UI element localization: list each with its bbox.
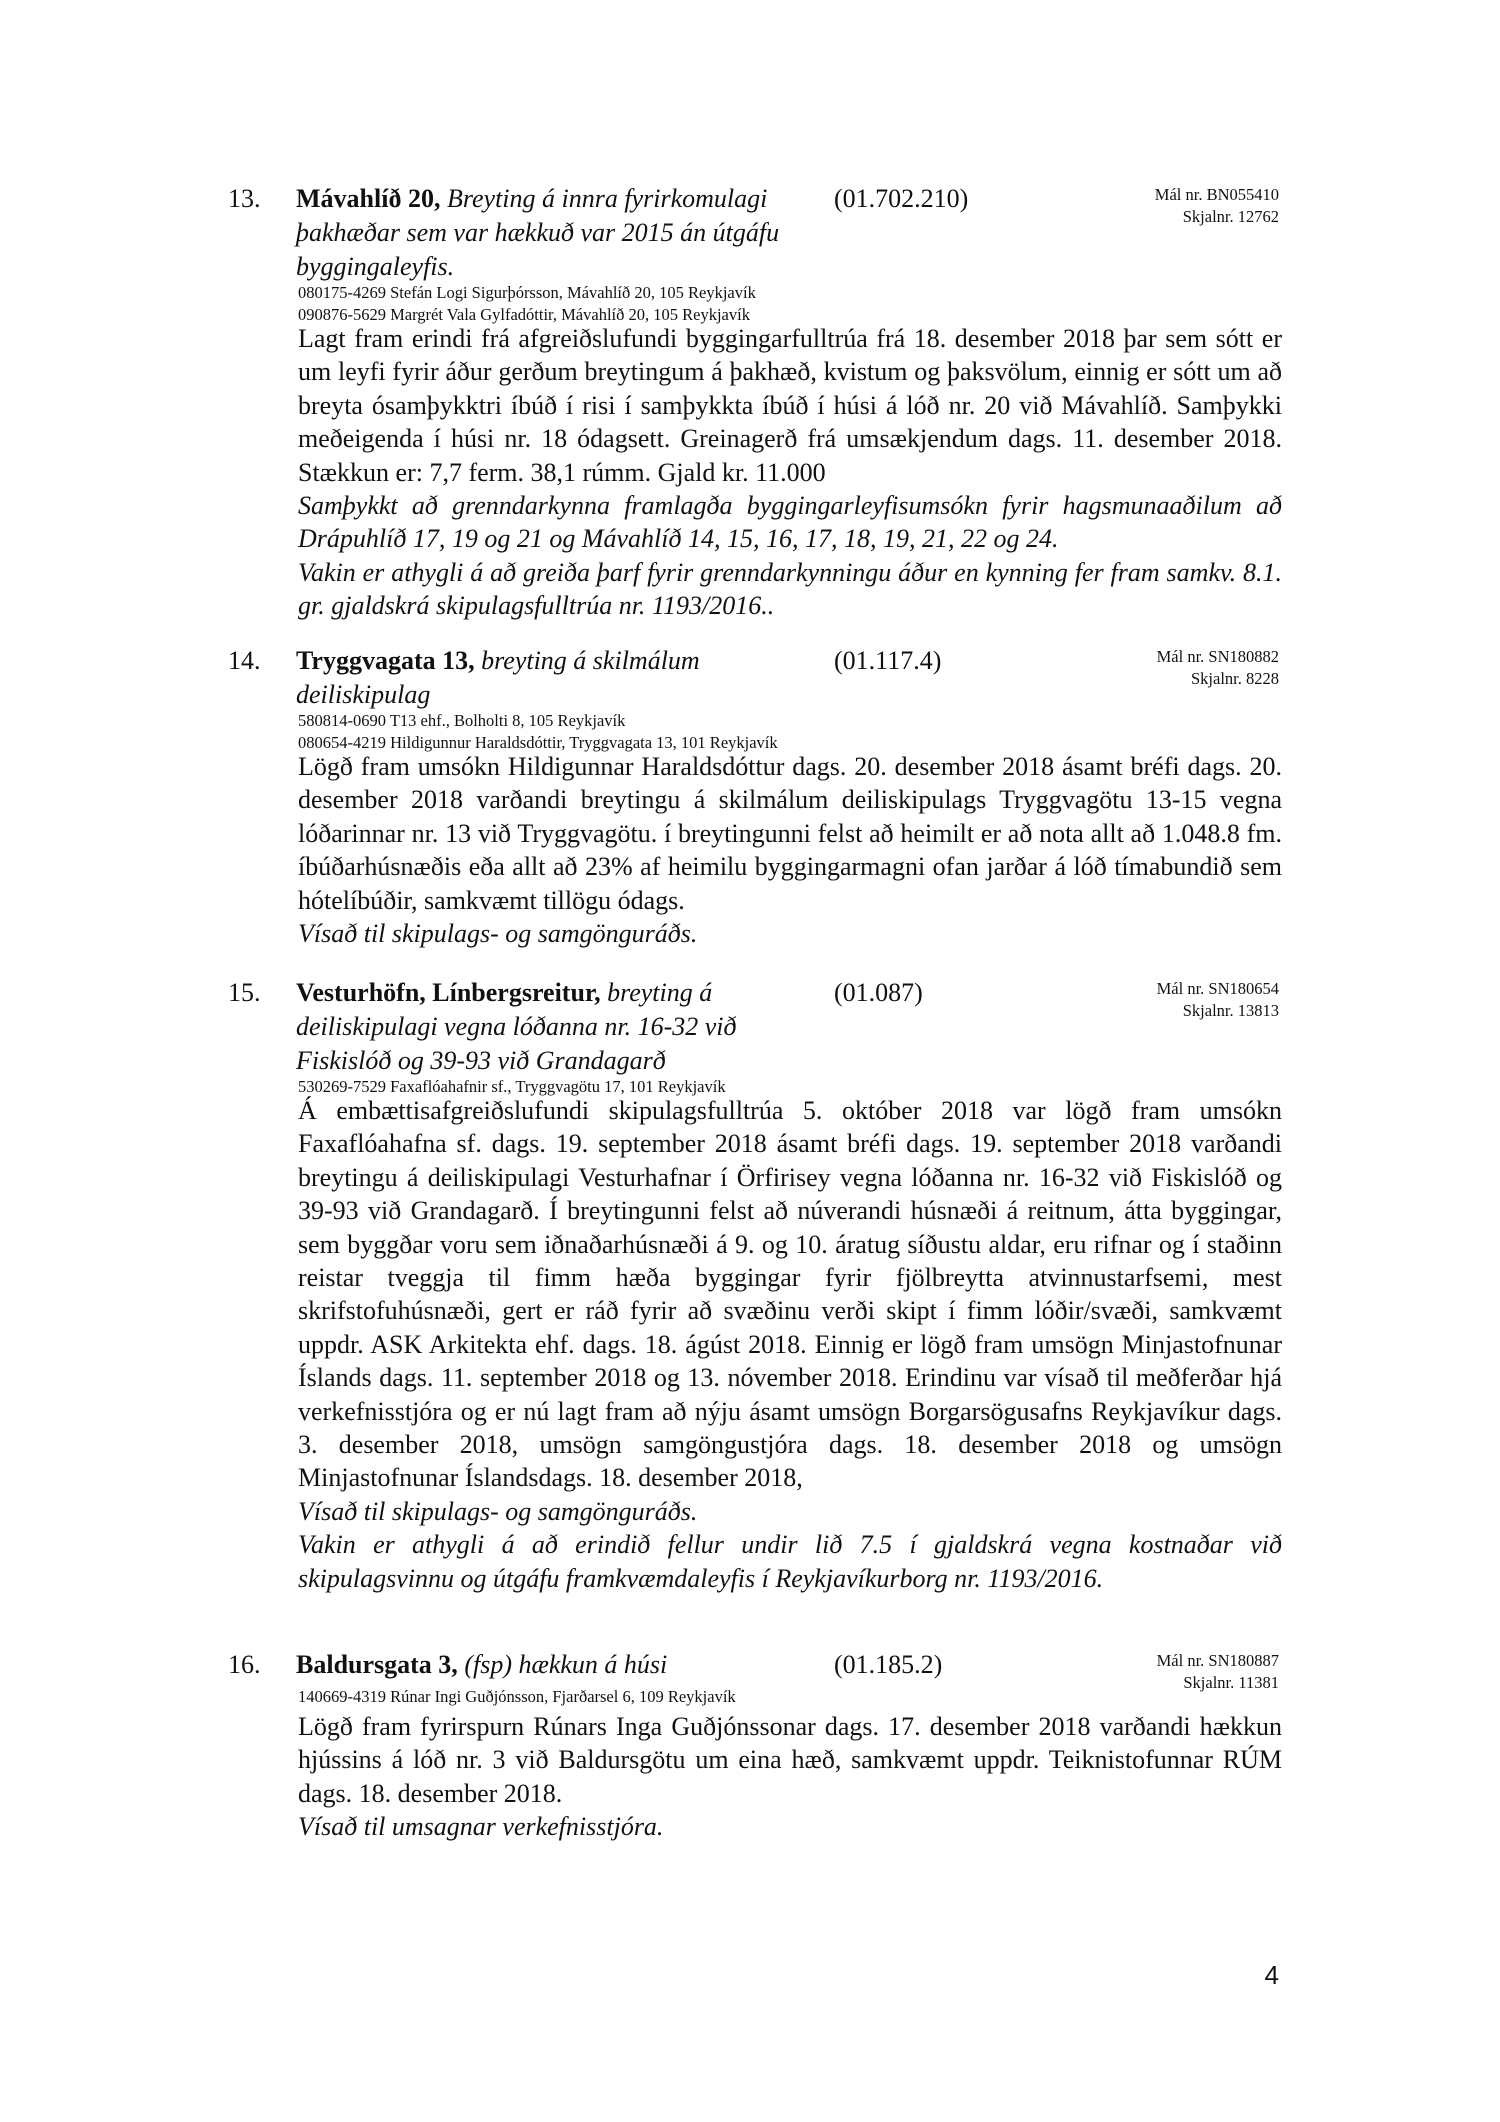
item-name: Baldursgata 3, — [296, 1650, 458, 1679]
case-number: Mál nr. BN055410 — [1154, 185, 1279, 204]
item-decision: Vísað til skipulags- og samgönguráðs. — [298, 919, 698, 949]
applicants — [298, 1686, 998, 1708]
item-number: 13. — [228, 184, 261, 213]
item-text: Lögð fram fyrirspurn Rúnars Inga Guðjónssonar dags. 17. desember 2018 varðandi hækkun hjússins á lóð nr. 3 við Baldursgötu um eina hæð, samkvæmt uppdr. Teiknistofunnar RÚM dags. 18. desember 2018. — [298, 1712, 1282, 1808]
item-code: (01.185.2) — [834, 1650, 943, 1679]
applicant: 080654-4219 Hildigunnur Haraldsdóttir, Tryggvagata 13, 101 Reykjavík — [298, 733, 778, 752]
item-code: (01.087) — [834, 978, 923, 1007]
case-number: Mál nr. SN180654 — [1156, 979, 1279, 998]
item-text: Lögð fram umsókn Hildigunnar Haraldsdóttur dags. 20. desember 2018 ásamt bréfi dags. 20. desember 2018 varðandi breytingu á skilmálum deiliskipulags Tryggvagötu 13-15 vegna lóðarinnar nr. 13 við Tryggvagötu. í breytingunni felst að heimilt er að nota allt að 1.048.8 fm. íbúðarhúsnæðis eða allt að 23% af heimilu byggingarmagni ofan jarðar á lóð tímabundið sem hótelíbúðir, samkvæmt tillögu ódags. — [298, 752, 1282, 915]
item-title — [296, 182, 796, 284]
item-number: 14. — [228, 646, 261, 675]
applicant: 080175-4269 Stefán Logi Sigurþórsson, Mávahlíð 20, 105 Reykjavík — [298, 283, 756, 302]
item-decision: Vakin er athygli á að greiða þarf fyrir grenndarkynningu áður en kynning fer fram samkv. 8.1. gr. gjaldskrá skipulagsfulltrúa nr. 1193/2016.. — [298, 557, 1282, 621]
item-description: breyting á deiliskipulagi vegna lóðanna nr. 16-32 við Fiskislóð og 39-93 við Grandagarð — [296, 978, 737, 1075]
item-code: (01.702.210) — [834, 184, 969, 213]
item-decision: Samþykkt að grenndarkynna framlagða byggingarleyfisumsókn fyrir hagsmunaaðilum að Drápuhlíð 17, 19 og 21 og Mávahlíð 14, 15, 16, 17, 18, 19, 21, 22 og 24. — [298, 491, 1282, 554]
item-body — [298, 322, 1282, 623]
item-decision: Vísað til umsagnar verkefnisstjóra. — [298, 1812, 664, 1842]
item-name: Vesturhöfn, Línbergsreitur, — [296, 978, 601, 1007]
item-body — [298, 1094, 1282, 1595]
document-number: Skjalnr. 12762 — [1182, 207, 1279, 226]
item-body — [298, 750, 1282, 950]
case-number: Mál nr. SN180887 — [1156, 1651, 1279, 1670]
case-number: Mál nr. SN180882 — [1156, 647, 1279, 666]
item-description: breyting á skilmálum deiliskipulag — [296, 646, 700, 709]
item-name: Tryggvagata 13, — [296, 646, 475, 675]
document-number: Skjalnr. 8228 — [1190, 669, 1279, 688]
item-body — [298, 1710, 1282, 1844]
page-number: 4 — [1264, 1960, 1279, 1990]
document-number: Skjalnr. 13813 — [1182, 1001, 1279, 1020]
item-text: Á embættisafgreiðslufundi skipulagsfulltrúa 5. október 2018 var lögð fram umsókn Faxaflóahafna sf. dags. 19. september 2018 ásamt bréfi dags. 19. september 2018 varðandi breytingu á deiliskipulagi Vesturhafnar í Örfirisey vegna lóðanna nr. 16-32 við Fiskislóð og 39-93 við Grandagarð. Í breytingunni felst að núverandi húsnæði á reitnum, átta byggingar, sem byggðar voru sem iðnaðarhúsnæði á 9. og 10. áratug síðustu aldar, eru rifnar og í staðinn reistar tveggja til fimm hæða byggingar fyrir fjölbreytta atvinnustarfsemi, mest skrifstofuhúsnæði, gert er ráð fyrir að svæðinu verði skipt í fimm lóðir/svæði, samkvæmt uppdr. ASK Arkitekta ehf. dags. 18. ágúst 2018. Einnig er lögð fram umsögn Minjastofnunar Íslands dags. 11. september 2018 og 13. nóvember 2018. Erindinu var vísað til meðferðar hjá verkefnisstjóra og er nú lagt fram að nýju ásamt umsögn Borgarsögusafns Reykjavíkur dags. 3. desember 2018, umsögn samgöngustjóra dags. 18. desember 2018 og umsögn Minjastofnunar Íslandsdags. 18. desember 2018, — [298, 1096, 1282, 1493]
item-number: 16. — [228, 1650, 261, 1679]
case-reference — [1155, 184, 1279, 228]
applicant: 530269-7529 Faxaflóahafnir sf., Tryggvagötu 17, 101 Reykjavík — [298, 1077, 726, 1096]
item-description: Breyting á innra fyrirkomulagi þakhæðar sem var hækkuð var 2015 án útgáfu byggingaleyfis. — [296, 184, 780, 281]
case-reference — [1157, 646, 1279, 690]
item-title — [296, 976, 796, 1078]
item-decision: Vakin er athygli á að erindið fellur undir lið 7.5 í gjaldskrá vegna kostnaðar við skipulagsvinnu og útgáfu framkvæmdaleyfis í Reykjavíkurborg nr. 1193/2016. — [298, 1530, 1282, 1593]
applicants — [298, 710, 998, 754]
applicant: 580814-0690 T13 ehf., Bolholti 8, 105 Reykjavík — [298, 711, 626, 730]
applicant: 140669-4319 Rúnar Ingi Guðjónsson, Fjarðarsel 6, 109 Reykjavík — [298, 1687, 736, 1706]
item-title — [296, 1648, 796, 1682]
item-number: 15. — [228, 978, 261, 1007]
case-reference — [1157, 1650, 1279, 1694]
applicants — [298, 282, 998, 326]
item-decision: Vísað til skipulags- og samgönguráðs. — [298, 1496, 698, 1526]
document-number: Skjalnr. 11381 — [1183, 1673, 1279, 1692]
case-reference — [1157, 978, 1279, 1022]
item-code: (01.117.4) — [834, 646, 942, 675]
item-text: Lagt fram erindi frá afgreiðslufundi byggingarfulltrúa frá 18. desember 2018 þar sem sótt er um leyfi fyrir áður gerðum breytingum á þakhæð, kvistum og þaksvölum, einnig er sótt um að breyta ósamþykktri íbúð í risi í samþykkta íbúð í húsi á lóð nr. 20 við Mávahlíð. Samþykki meðeigenda í húsi nr. 18 ódagsett. Greinagerð frá umsækjendum dags. 11. desember 2018. Stækkun er: 7,7 ferm. 38,1 rúmm. Gjald kr. 11.000 — [298, 324, 1282, 487]
item-name: Mávahlíð 20, — [296, 184, 441, 213]
applicant: 090876-5629 Margrét Vala Gylfadóttir, Mávahlíð 20, 105 Reykjavík — [298, 305, 750, 324]
item-description: (fsp) hækkun á húsi — [464, 1650, 668, 1679]
item-title — [296, 644, 796, 712]
